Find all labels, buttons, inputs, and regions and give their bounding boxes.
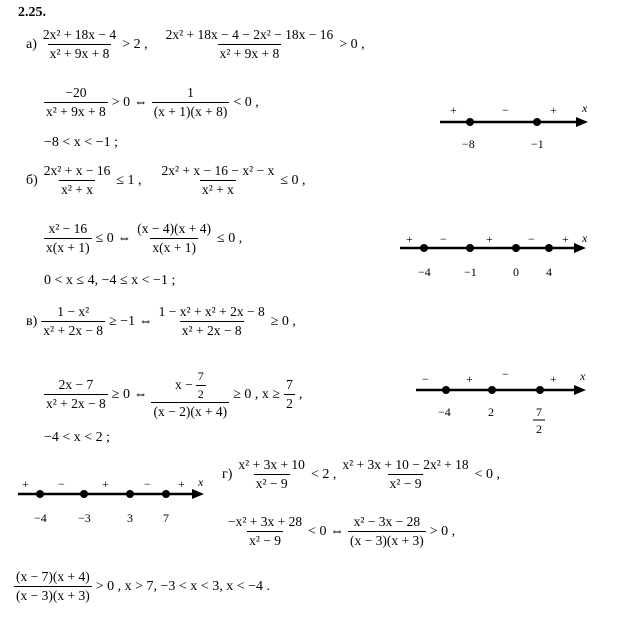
part-c-fraction-5: $\frac{7}{2}$ (286, 377, 293, 412)
part-c-fraction-4: x − $\frac{7}{2}$ (x − 2)(x + 4) (153, 369, 228, 420)
part-b-fraction-3: $\frac{\text{x² − 16}}{x(x + 1)}$ (46, 221, 90, 256)
part-d-line3: $\frac{(x - 7)(x + 4)}{(x - 3)(x + 3)}$ > 0 , x > 7, −3 < x < 3, x < −4 . (16, 569, 270, 604)
part-b-fraction-4: $\frac{(x - 4)(x + 4)}{x(x + 1)}$ (137, 221, 212, 256)
part-a-number-line (440, 100, 600, 165)
tick-label: −1 (531, 137, 544, 151)
tick-label: 0 (513, 265, 519, 279)
part-a-fraction-3: $\frac{-20}{\text{x² + 9x + 8}}$ (46, 85, 106, 120)
sign-mark: − (144, 477, 151, 491)
tick-label: −4 (438, 405, 451, 419)
axis-var: x (580, 369, 586, 383)
tick-label: 3 (127, 511, 133, 525)
tick-label: 2 (536, 422, 542, 436)
sign-mark: + (102, 477, 109, 491)
sign-mark: + (450, 103, 457, 117)
axis-var: x (198, 475, 204, 489)
part-a-fraction-2: $\frac{\text{2x² + 18x − 4 − 2x² − 18x − 16}}{\text{x² + 9x + 8}}$ (165, 27, 334, 62)
part-c-fraction-1: $\frac{\text{1 − x²}}{\text{x² + 2x − 8}}$ (43, 304, 104, 339)
part-c-answer: −4 < x < 2 ; (44, 430, 111, 445)
part-a-label: а) (26, 36, 37, 52)
part-b-number-line (400, 228, 600, 293)
tick-label: −3 (78, 511, 91, 525)
sign-mark: + (178, 477, 185, 491)
tick-label: −8 (462, 137, 475, 151)
sign-mark: + (22, 477, 29, 491)
part-a-line2: $\frac{-20}{\text{x² + 9x + 8}}$ > 0 ⇔ $\frac{1}{(x + 1)(x + 8)}$ < 0 , (46, 85, 259, 120)
tick-label: −1 (464, 265, 477, 279)
part-c-fraction-2: $\frac{\text{1 − x² + x² + 2x − 8}}{\text{x² + 2x − 8}}$ (158, 304, 265, 339)
part-d-line1: г) $\frac{\text{x² + 3x + 10}}{\text{x² − 9}}$ < 2 , $\frac{\text{x² + 3x + 10 − 2x² + 18}}{\text{x² − 9}}$ < 0 , (222, 457, 501, 492)
sign-mark: + (466, 372, 473, 386)
sign-mark: − (422, 372, 429, 386)
part-b-label: б) (26, 172, 38, 188)
part-a-fraction-1: $\frac{\text{2x² + 18x − 4}}{\text{x² + 9x + 8}}$ (42, 27, 117, 62)
part-d-label: г) (222, 466, 233, 482)
part-d-fraction-5: $\frac{(x - 7)(x + 4)}{(x - 3)(x + 3)}$ (16, 569, 90, 604)
sign-mark: − (58, 477, 65, 491)
sign-mark: + (550, 103, 557, 117)
tick-label: −4 (418, 265, 431, 279)
part-b-line2: $\frac{\text{x² − 16}}{x(x + 1)}$ ≤ 0 ⇔ $\frac{(x - 4)(x + 4)}{x(x + 1)}$ ≤ 0 , (46, 221, 243, 256)
axis-var: x (582, 101, 588, 115)
part-d-line2: $\frac{\text{−x² + 3x + 28}}{\text{x² − 9}}$ < 0 ⇔ $\frac{\text{x² − 3x − 28}}{(x - 3)(x + 3)}$ > 0 , (228, 514, 456, 549)
part-b-fraction-1: $\frac{\text{2x² + x − 16}}{\text{x² + x}}$ (43, 163, 111, 198)
sign-mark: − (440, 232, 447, 246)
tick-label: 7 (536, 405, 542, 419)
part-b-fraction-2: $\frac{\text{2x² + x − 16 − x² − x}}{\text{x² + x}}$ (161, 163, 275, 198)
part-c-inner-fraction: $\frac{7}{2}$ (197, 369, 204, 401)
part-b-line1: б) $\frac{\text{2x² + x − 16}}{\text{x² + x}}$ ≤ 1 , $\frac{\text{2x² + x − 16 − x² − x}}{\text{x² + x}}$ ≤ 0 , (26, 163, 306, 198)
part-c-line1: в) $\frac{\text{1 − x²}}{\text{x² + 2x − 8}}$ ≥ −1 ⇔ $\frac{\text{1 − x² + x² + 2x − 8}}{\text{x² + 2x − 8}}$ ≥ 0 , (26, 304, 296, 339)
sign-mark: + (562, 232, 569, 246)
part-c-label: в) (26, 313, 38, 329)
part-d-fraction-1: $\frac{\text{x² + 3x + 10}}{\text{x² − 9}}$ (238, 457, 305, 492)
part-d-number-line (14, 474, 214, 539)
part-c-number-line (416, 366, 606, 451)
part-d-fraction-2: $\frac{\text{x² + 3x + 10 − 2x² + 18}}{\text{x² − 9}}$ (342, 457, 469, 492)
part-c-line2: $\frac{2x - 7}{\text{x² + 2x − 8}}$ ≥ 0 ⇔ x − $\frac{7}{2}$ (x − 2)(x + 4) ≥ 0 , x ≥ $\frac{7}{2}$ , (46, 369, 303, 420)
tick-label: 7 (163, 511, 169, 525)
sign-mark: + (486, 232, 493, 246)
sign-mark: − (502, 367, 509, 381)
part-b-answer: 0 < x ≤ 4, −4 ≤ x < −1 ; (44, 273, 176, 288)
axis-var: x (582, 231, 588, 245)
sign-mark: − (502, 103, 509, 117)
part-a-fraction-4: $\frac{1}{(x + 1)(x + 8)}$ (153, 85, 228, 120)
sign-mark: + (550, 372, 557, 386)
sign-mark: − (528, 232, 535, 246)
part-c-fraction-3: $\frac{2x - 7}{\text{x² + 2x − 8}}$ (46, 377, 106, 412)
part-a-line1: а) $\frac{\text{2x² + 18x − 4}}{\text{x² + 9x + 8}}$ > 2 , $\frac{\text{2x² + 18x − 4 − 2x² − 18x − 16}}{\text{x² + 9x + 8}}$ > 0 , (26, 27, 365, 62)
part-a-answer: −8 < x < −1 ; (44, 135, 118, 150)
sign-mark: + (406, 232, 413, 246)
tick-label: −4 (34, 511, 47, 525)
part-d-fraction-4: $\frac{\text{x² − 3x − 28}}{(x - 3)(x + 3)}$ (350, 514, 424, 549)
tick-label: 4 (546, 265, 552, 279)
part-d-fraction-3: $\frac{\text{−x² + 3x + 28}}{\text{x² − 9}}$ (228, 514, 303, 549)
problem-number: 2.25. (18, 5, 46, 20)
tick-label: 2 (488, 405, 494, 419)
